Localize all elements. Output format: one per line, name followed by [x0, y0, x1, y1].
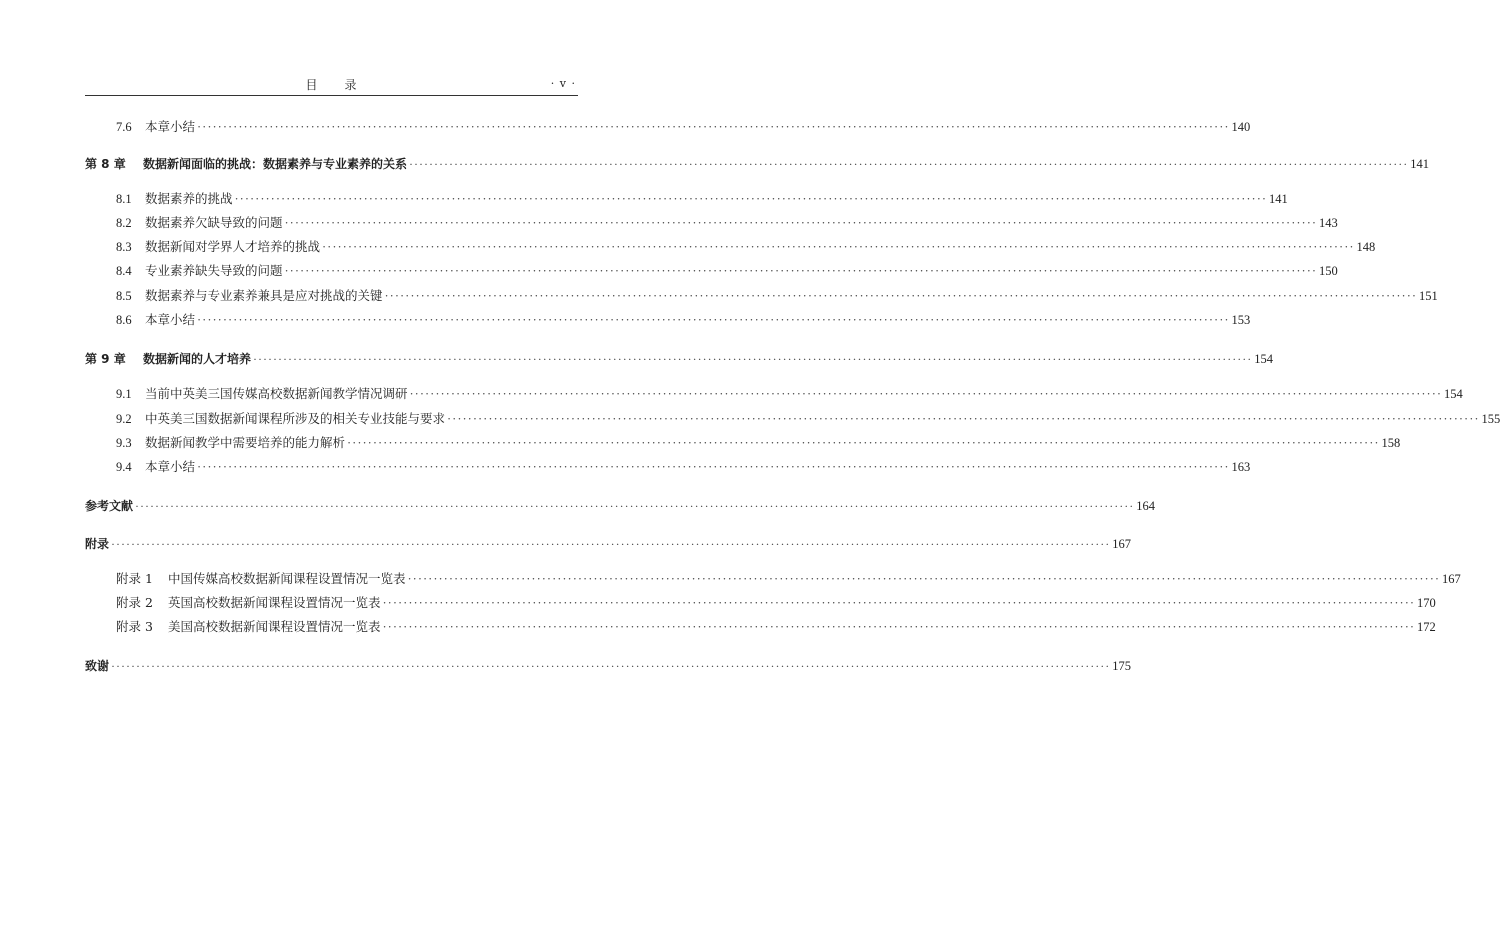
- toc-page-number: 155: [1481, 412, 1500, 426]
- toc-leader-dots: ········································································································································································································: [234, 192, 1268, 206]
- toc-leader-dots: ········································································································································································································: [409, 157, 1409, 171]
- toc-entry-title: 中英美三国数据新闻课程所涉及的相关专业技能与要求: [145, 411, 446, 426]
- toc-chapter-entry: [85, 155, 1429, 173]
- toc-page-number: 153: [1231, 313, 1251, 327]
- toc-page-number: 141: [1410, 157, 1429, 171]
- toc-leader-dots: ········································································································································································································: [384, 289, 1418, 303]
- toc-entry-title: 本章小结: [145, 312, 196, 327]
- toc-entry-number: 8.2: [116, 216, 132, 230]
- toc-entry-number: 9.4: [116, 460, 132, 474]
- toc-entry-title: 英国高校数据新闻课程设置情况一览表: [168, 595, 381, 610]
- toc-entry-number: 9.3: [116, 436, 132, 450]
- toc-leader-dots: ········································································································································································································: [284, 264, 1318, 278]
- toc-entry-number: 7.6: [116, 120, 132, 134]
- toc-page-number: 167: [1442, 572, 1461, 586]
- toc-entry-title: 本章小结: [145, 119, 196, 134]
- toc-entry-title: 数据新闻对学界人才培养的挑战: [145, 239, 321, 254]
- toc-entry-number: 附录 2: [116, 595, 153, 610]
- toc-entry-number: 8.4: [116, 264, 132, 278]
- toc-entry-title: 中国传媒高校数据新闻课程设置情况一览表: [168, 571, 406, 586]
- toc-entry-title: 数据新闻面临的挑战：数据素养与专业素养的关系: [143, 157, 408, 171]
- running-header: [85, 74, 578, 94]
- toc-leader-dots: ········································································································································································································: [382, 596, 1416, 610]
- toc-entry-number: 8.1: [116, 192, 132, 206]
- toc-page-number: 167: [1112, 537, 1131, 551]
- toc-appendix-entry: [116, 594, 1436, 612]
- toc-page-number: 143: [1319, 216, 1338, 230]
- toc-page-number: 172: [1417, 620, 1436, 634]
- toc-page-number: 140: [1231, 120, 1251, 134]
- toc-page-number: 154: [1444, 387, 1463, 401]
- toc-page-number: 150: [1319, 264, 1338, 278]
- toc-page-number: 170: [1417, 596, 1436, 610]
- toc-page-number: 151: [1419, 289, 1438, 303]
- toc-entry-title: 数据素养的挑战: [145, 191, 233, 206]
- toc-chapter-entry: [85, 535, 1131, 553]
- toc-section-entry: [116, 287, 1438, 305]
- toc-entry-number: 附录 1: [116, 571, 153, 586]
- toc-chapter-entry: [85, 657, 1131, 675]
- toc-entry-number: 附录 3: [116, 619, 153, 634]
- toc-section-entry: [116, 385, 1463, 403]
- toc-page-number: 164: [1136, 499, 1155, 513]
- toc-section-entry: [116, 458, 1251, 476]
- toc-page-number: 158: [1381, 436, 1401, 450]
- toc-appendix-entry: [116, 570, 1461, 588]
- toc-leader-dots: ········································································································································································································: [197, 120, 1230, 134]
- toc-entry-number: 8.3: [116, 240, 132, 254]
- toc-entry-title: 附录: [85, 537, 110, 551]
- toc-leader-dots: ········································································································································································································: [347, 436, 1380, 450]
- toc-entry-title: 数据新闻教学中需要培养的能力解析: [145, 435, 346, 450]
- toc-entry-number: 9.1: [116, 387, 132, 401]
- toc-leader-dots: ········································································································································································································: [197, 313, 1230, 327]
- toc-section-entry: [116, 238, 1376, 256]
- toc-entry-title: 数据素养欠缺导致的问题: [145, 215, 283, 230]
- toc-section-entry: [116, 410, 1500, 428]
- toc-chapter-entry: [85, 350, 1273, 368]
- toc-entry-title: 本章小结: [145, 459, 196, 474]
- toc-leader-dots: ········································································································································································································: [322, 240, 1355, 254]
- toc-entry-number: 9.2: [116, 412, 132, 426]
- toc-entry-title: 美国高校数据新闻课程设置情况一览表: [168, 619, 381, 634]
- toc-entry-number: 8.6: [116, 313, 132, 327]
- toc-leader-dots: ········································································································································································································: [135, 499, 1135, 513]
- toc-entry-title: 当前中英美三国传媒高校数据新闻教学情况调研: [145, 386, 408, 401]
- toc-leader-dots: ········································································································································································································: [284, 216, 1318, 230]
- toc-section-entry: [116, 262, 1338, 280]
- toc-entry-title: 参考文献: [85, 499, 134, 513]
- toc-entry-title: 致谢: [85, 659, 110, 673]
- toc-entry-number: 第 8 章: [85, 157, 126, 171]
- toc-entry-title: 数据素养与专业素养兼具是应对挑战的关键: [145, 288, 383, 303]
- toc-page-number: 175: [1112, 659, 1131, 673]
- toc-leader-dots: ········································································································································································································: [197, 460, 1230, 474]
- toc-entry-title: 专业素养缺失导致的问题: [145, 263, 283, 278]
- toc-leader-dots: ········································································································································································································: [382, 620, 1416, 634]
- toc-section-entry: [116, 434, 1401, 452]
- toc-leader-dots: ········································································································································································································: [447, 412, 1480, 426]
- toc-entry-title: 数据新闻的人才培养: [143, 352, 252, 366]
- toc-leader-dots: ········································································································································································································: [111, 659, 1111, 673]
- toc-chapter-entry: [85, 497, 1155, 515]
- toc-leader-dots: ········································································································································································································: [253, 352, 1253, 366]
- toc-section-entry: [116, 311, 1251, 329]
- header-title: 目 录: [305, 78, 358, 92]
- toc-section-entry: [116, 214, 1338, 232]
- toc-section-entry: [116, 118, 1251, 136]
- toc-page-number: 154: [1254, 352, 1273, 366]
- toc-section-entry: [116, 190, 1288, 208]
- toc-entry-number: 8.5: [116, 289, 132, 303]
- toc-appendix-entry: [116, 618, 1436, 636]
- header-page-number: · v ·: [550, 77, 576, 90]
- toc-leader-dots: ········································································································································································································: [409, 387, 1443, 401]
- toc-entry-number: 第 9 章: [85, 352, 126, 366]
- toc-page-number: 148: [1356, 240, 1376, 254]
- header-rule: [85, 95, 578, 96]
- toc-page-number: 163: [1231, 460, 1251, 474]
- toc-leader-dots: ········································································································································································································: [111, 537, 1111, 551]
- toc-leader-dots: ········································································································································································································: [407, 572, 1441, 586]
- toc-page-number: 141: [1269, 192, 1288, 206]
